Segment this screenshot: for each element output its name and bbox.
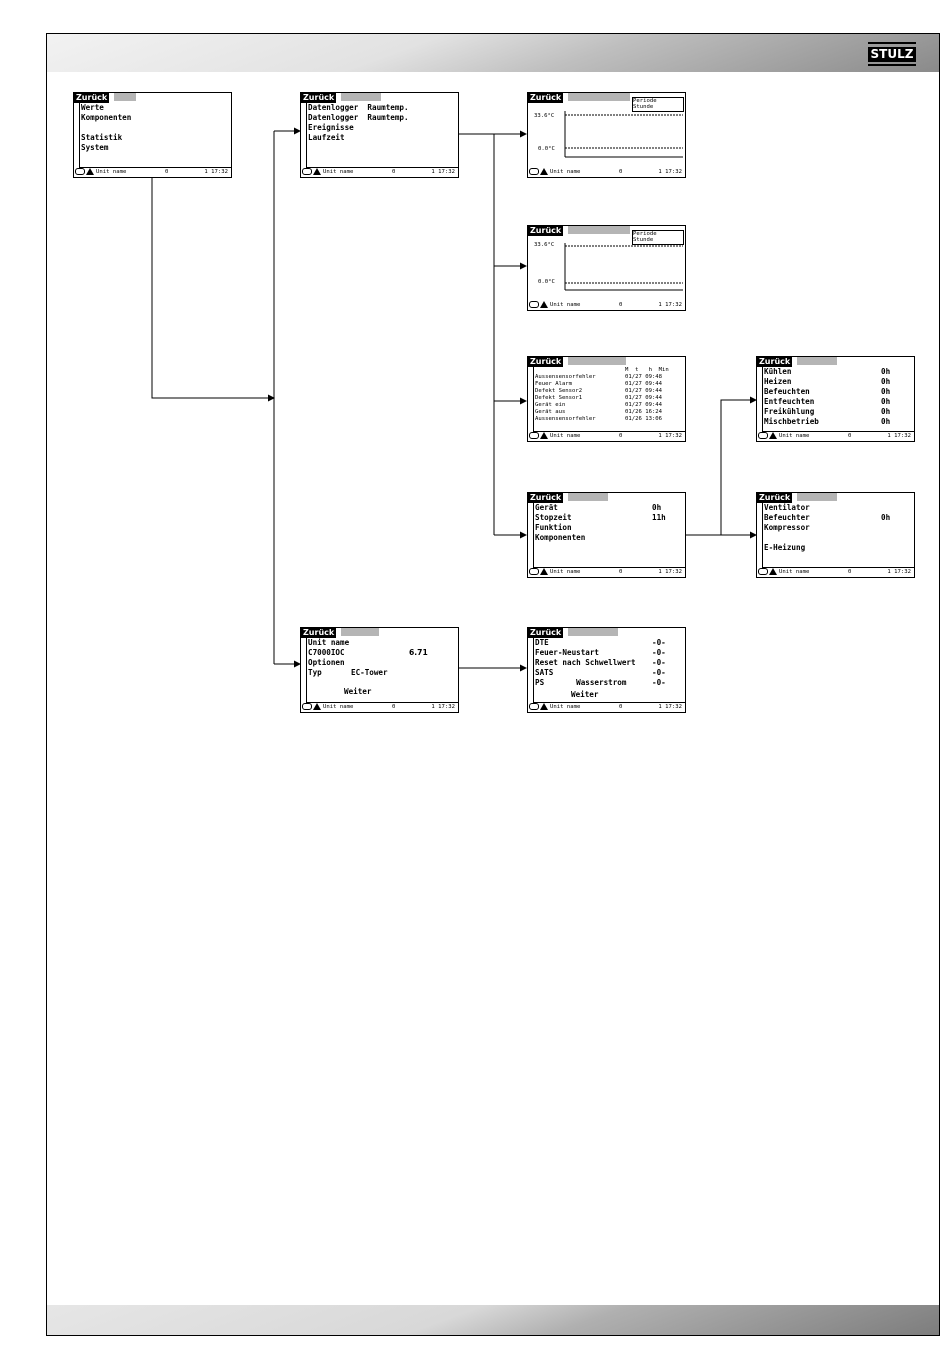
option-row-label[interactable]: Reset nach Schwellwert	[535, 658, 636, 667]
logger-chart	[528, 93, 686, 178]
laufzeit-row-value: 0h	[652, 503, 662, 512]
unit-name: Unit name	[96, 169, 127, 175]
warning-icon	[540, 703, 548, 710]
menu-item-datenlogger-1[interactable]: Datenlogger Raumtemp.	[308, 103, 409, 112]
screen-main-menu	[73, 92, 232, 178]
tab-indicator	[797, 357, 837, 365]
keypad-icon	[758, 568, 768, 575]
clock: 1 17:32	[887, 433, 911, 439]
logo-text: STULZ	[868, 47, 916, 62]
menu-item-laufzeit[interactable]: Laufzeit	[308, 133, 345, 142]
legend-period: Periode	[633, 231, 657, 237]
event-row-value: 01/27 09:44	[625, 388, 663, 394]
event-row-label: Aussensensorfehler	[535, 374, 596, 380]
tab-indicator	[341, 628, 379, 636]
warning-icon	[769, 432, 777, 439]
event-row-value: 01/27 09:44	[625, 402, 663, 408]
tab-indicator	[568, 357, 626, 365]
events-header: M t h Min	[625, 367, 669, 373]
funktion-row-label: Befeuchten	[764, 387, 810, 396]
clock: 1 17:32	[887, 569, 911, 575]
screen-datenlogger-1	[527, 92, 686, 178]
warning-icon	[313, 168, 321, 175]
status-zero: 0	[619, 302, 623, 308]
next-button[interactable]: Weiter	[344, 687, 372, 696]
warning-icon	[86, 168, 94, 175]
clock: 1 17:32	[431, 169, 455, 175]
screen-system	[300, 627, 459, 713]
clock: 1 17:32	[658, 169, 682, 175]
komponenten-row-label[interactable]: Kompressor	[764, 523, 810, 532]
funktion-row-label: Entfeuchten	[764, 397, 815, 406]
funktion-row-label: Mischbetrieb	[764, 417, 819, 426]
screen-optionen	[527, 627, 686, 713]
status-zero: 0	[848, 569, 852, 575]
screen-funktion-laufzeit	[756, 356, 915, 442]
connector-main-to-branch	[152, 178, 274, 398]
warning-icon	[769, 568, 777, 575]
y-axis-top-label: 33.6°C	[534, 242, 555, 248]
back-button[interactable]: Zurück	[530, 93, 562, 102]
laufzeit-row-label[interactable]: Komponenten	[535, 533, 586, 542]
unit-name: Unit name	[550, 569, 581, 575]
status-bar	[529, 432, 684, 441]
option-row-label[interactable]: DTE	[535, 638, 549, 647]
clock: 1 17:32	[431, 704, 455, 710]
event-row-label: Gerät ein	[535, 402, 566, 408]
tab-indicator	[341, 93, 381, 101]
clock: 1 17:32	[658, 569, 682, 575]
menu-item-datenlogger-2[interactable]: Datenlogger Raumtemp.	[308, 113, 409, 122]
back-button[interactable]: Zurück	[530, 357, 562, 366]
keypad-icon	[529, 703, 539, 710]
menu-item-optionen[interactable]: Optionen	[308, 658, 345, 667]
next-button[interactable]: Weiter	[571, 690, 599, 699]
menu-item-system[interactable]: System	[81, 143, 109, 152]
funktion-row-value: 0h	[881, 387, 891, 396]
komponenten-row-label[interactable]: Ventilator	[764, 503, 810, 512]
unit-name: Unit name	[323, 169, 354, 175]
keypad-icon	[302, 168, 312, 175]
warning-icon	[313, 703, 321, 710]
menu-item-werte[interactable]: Werte	[81, 103, 104, 112]
keypad-icon	[529, 168, 539, 175]
type-value[interactable]: EC-Tower	[351, 668, 388, 677]
unit-name: Unit name	[550, 433, 581, 439]
keypad-icon	[529, 301, 539, 308]
option-row-value: -0-	[652, 648, 666, 657]
funktion-row-value: 0h	[881, 367, 891, 376]
screen-statistik	[300, 92, 459, 178]
komponenten-row-label[interactable]: Befeuchter	[764, 513, 810, 522]
software-version: 6.71	[409, 648, 428, 657]
back-button[interactable]: Zurück	[530, 493, 562, 502]
status-bar	[529, 568, 684, 577]
event-row-value: 01/26 13:06	[625, 416, 663, 422]
funktion-row-label: Kühlen	[764, 367, 792, 376]
keypad-icon	[529, 432, 539, 439]
funktion-row-value: 0h	[881, 417, 891, 426]
status-bar	[529, 301, 684, 310]
back-button[interactable]: Zurück	[530, 628, 562, 637]
warning-icon	[540, 168, 548, 175]
tab-indicator	[568, 493, 608, 501]
tab-indicator	[568, 628, 618, 636]
connector-to-funktion	[721, 400, 756, 535]
keypad-icon	[758, 432, 768, 439]
event-row-label: Defekt Sensor1	[535, 395, 583, 401]
funktion-row-value: 0h	[881, 407, 891, 416]
event-row-label: Defekt Sensor2	[535, 388, 583, 394]
status-zero: 0	[165, 169, 169, 175]
funktion-row-label: Heizen	[764, 377, 792, 386]
status-zero: 0	[392, 169, 396, 175]
unit-name: Unit name	[550, 302, 581, 308]
warning-icon	[540, 432, 548, 439]
clock: 1 17:32	[658, 302, 682, 308]
status-zero: 0	[848, 433, 852, 439]
keypad-icon	[75, 168, 85, 175]
komponenten-row-value: 0h	[881, 513, 891, 522]
laufzeit-row-label[interactable]: Gerät	[535, 503, 558, 512]
warning-icon	[540, 301, 548, 308]
logger-chart	[528, 226, 686, 311]
legend-period: Periode	[633, 98, 657, 104]
status-bar	[529, 168, 684, 177]
legend-hour: Stunde	[633, 237, 654, 243]
clock: 1 17:32	[204, 169, 228, 175]
status-zero: 0	[619, 569, 623, 575]
komponenten-row-label[interactable]: E-Heizung	[764, 543, 806, 552]
option-row-label[interactable]: Feuer-Neustart	[535, 648, 600, 657]
funktion-row-value: 0h	[881, 377, 891, 386]
laufzeit-row-value: 11h	[652, 513, 666, 522]
status-zero: 0	[392, 704, 396, 710]
menu-item-komponenten[interactable]: Komponenten	[81, 113, 132, 122]
option-row-value: -0-	[652, 678, 666, 687]
warning-icon	[540, 568, 548, 575]
status-zero: 0	[619, 704, 623, 710]
funktion-row-label: Freikühlung	[764, 407, 815, 416]
unit-name: Unit name	[550, 704, 581, 710]
event-row-value: 01/27 09:44	[625, 395, 663, 401]
back-button[interactable]: Zurück	[759, 357, 791, 366]
screen-laufzeit	[527, 492, 686, 578]
status-zero: 0	[619, 433, 623, 439]
event-row-label: Feuer Alarm	[535, 381, 573, 387]
option-row-label[interactable]: SATS	[535, 668, 554, 677]
back-button[interactable]: Zurück	[303, 628, 335, 637]
screen-ereignisse	[527, 356, 686, 442]
screen-datenlogger-2	[527, 225, 686, 311]
unit-name: Unit name	[323, 704, 354, 710]
event-row-value: 01/27 09:48	[625, 374, 663, 380]
status-bar	[75, 168, 230, 177]
y-axis-bottom-label: 0.0°C	[538, 279, 555, 285]
status-bar	[758, 432, 913, 441]
back-button[interactable]: Zurück	[76, 93, 108, 102]
funktion-row-value: 0h	[881, 397, 891, 406]
y-axis-bottom-label: 0.0°C	[538, 146, 555, 152]
option-row-value: -0-	[652, 638, 666, 647]
menu-item-statistik[interactable]: Statistik	[81, 133, 123, 142]
status-bar	[302, 168, 457, 177]
keypad-icon	[302, 703, 312, 710]
controller-model: C7000IOC	[308, 648, 345, 657]
laufzeit-row-label[interactable]: Stopzeit	[535, 513, 572, 522]
unit-name: Unit name	[779, 569, 810, 575]
clock: 1 17:32	[658, 704, 682, 710]
event-row-value: 01/27 09:44	[625, 381, 663, 387]
legend-hour: Stunde	[633, 104, 654, 110]
back-button[interactable]: Zurück	[303, 93, 335, 102]
tab-indicator	[114, 93, 136, 101]
option-row-value: -0-	[652, 668, 666, 677]
event-row-label: Gerät aus	[535, 409, 566, 415]
option-row-label[interactable]: PS Wasserstrom	[535, 678, 627, 687]
y-axis-top-label: 33.6°C	[534, 113, 555, 119]
unit-name: Unit name	[550, 169, 581, 175]
unit-name-field[interactable]: Unit name	[308, 638, 350, 647]
status-bar	[302, 703, 457, 712]
option-row-value: -0-	[652, 658, 666, 667]
laufzeit-row-label[interactable]: Funktion	[535, 523, 572, 532]
screen-komponenten-laufzeit	[756, 492, 915, 578]
event-row-value: 01/26 16:24	[625, 409, 663, 415]
status-zero: 0	[619, 169, 623, 175]
tab-indicator	[797, 493, 837, 501]
back-button[interactable]: Zurück	[759, 493, 791, 502]
event-row-label: Aussensensorfehler	[535, 416, 596, 422]
keypad-icon	[529, 568, 539, 575]
unit-name: Unit name	[779, 433, 810, 439]
menu-item-ereignisse[interactable]: Ereignisse	[308, 123, 354, 132]
status-bar	[529, 703, 684, 712]
status-bar	[758, 568, 913, 577]
back-button[interactable]: Zurück	[530, 226, 562, 235]
type-label: Typ	[308, 668, 322, 677]
clock: 1 17:32	[658, 433, 682, 439]
